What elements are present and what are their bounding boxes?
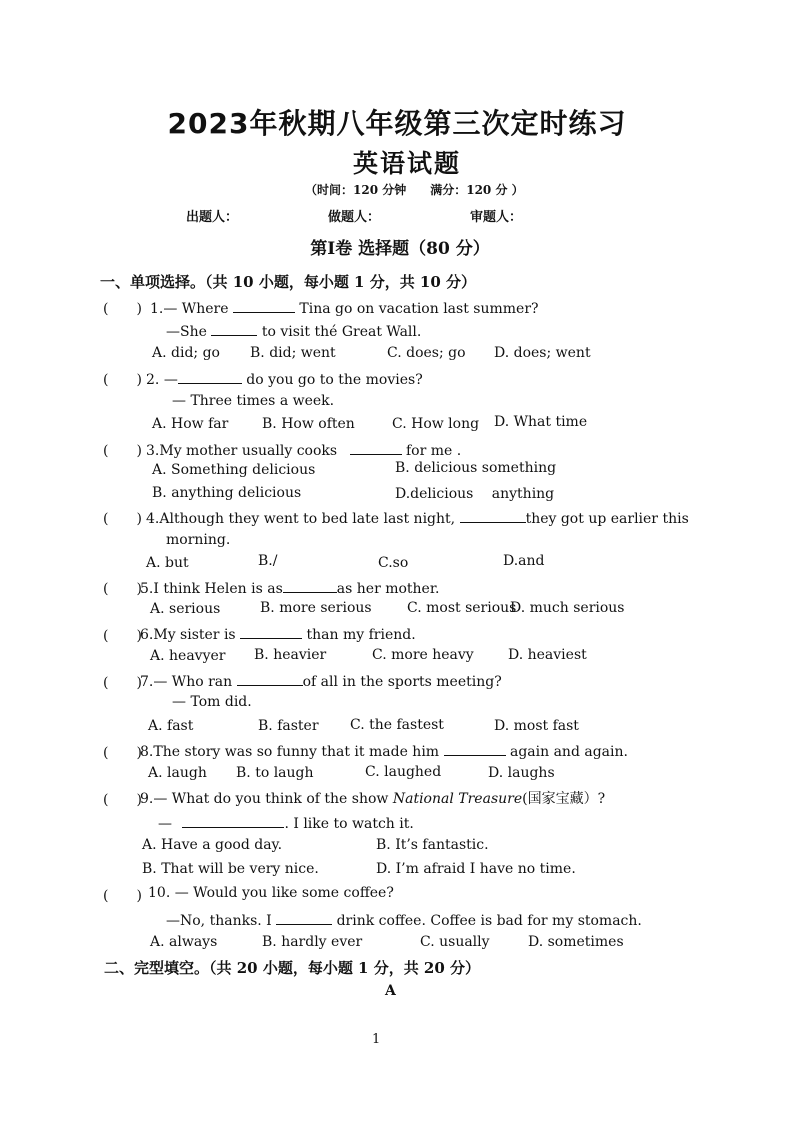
question-text: to visit thé Great Wall. <box>261 324 422 340</box>
question-8 <box>140 741 628 760</box>
question-text: My mother usually cooks <box>159 443 338 459</box>
exam-info: （时间：120 分钟 满分：120 分 ） <box>305 183 524 197</box>
exam-subtitle: 英语试题 <box>352 149 461 178</box>
option-b: B. heavier <box>254 647 327 663</box>
option-d: D. much serious <box>510 600 625 616</box>
question-9-reply <box>158 813 414 832</box>
option-c: C. most serious <box>407 600 517 616</box>
question-text: as her mother. <box>336 581 440 597</box>
option-b: B. It’s fantastic. <box>376 837 489 853</box>
option-d: D. does; went <box>494 345 591 361</box>
option-a: A. serious <box>150 601 221 617</box>
option-b: B. did; went <box>250 345 336 361</box>
option-d: D.and <box>503 553 545 569</box>
question-text: of all in the sports meeting? <box>302 674 502 690</box>
answer-blank <box>178 369 242 384</box>
question-2 <box>146 369 423 388</box>
option-d: D. I’m afraid I have no time. <box>376 861 576 877</box>
question-number: 5. <box>140 581 154 597</box>
question-5 <box>140 578 439 597</box>
question-text: they got up earlier this <box>525 511 689 527</box>
question-number: 9. <box>140 791 154 807</box>
question-text: do you go to the movies? <box>246 372 423 388</box>
option-a: A. Have a good day. <box>142 837 283 853</box>
answer-blank <box>182 813 284 828</box>
setter-label: 出题人： <box>186 210 239 225</box>
option-c: B. anything delicious <box>152 485 302 501</box>
question-text: than my friend. <box>306 627 416 643</box>
question-text: . I like to watch it. <box>284 816 414 832</box>
question-7-reply: — Tom did. <box>172 694 252 710</box>
section-title: 第Ⅰ卷 选择题（80 分） <box>310 239 490 259</box>
question-2-reply: — Three times a week. <box>172 393 335 409</box>
question-number: 2. <box>146 372 160 388</box>
option-c: C. more heavy <box>372 647 474 663</box>
question-text: —She <box>166 324 207 340</box>
question-text: — <box>158 816 172 832</box>
option-d: D. laughs <box>488 765 555 781</box>
reviewer-label: 审题人： <box>470 210 523 225</box>
show-title: National Treasure <box>392 791 523 807</box>
question-6 <box>140 624 416 643</box>
question-text: — Where <box>163 301 229 317</box>
option-a: A. How far <box>152 416 229 432</box>
answer-paren: ( ) <box>103 888 142 904</box>
question-text: —No, thanks. I <box>166 913 272 929</box>
answer-paren: ( ) <box>103 628 142 644</box>
exam-title: 2023年秋期八年级第三次定时练习 <box>167 107 627 140</box>
option-a: A. heavyer <box>150 648 226 664</box>
question-9 <box>140 788 605 808</box>
option-a: A. did; go <box>152 345 220 361</box>
answer-blank <box>240 624 302 639</box>
option-c: C. the fastest <box>350 717 444 733</box>
question-text: drink coffee. Coffee is bad for my stomach. <box>336 913 642 929</box>
answer-paren: ( ) <box>103 511 142 527</box>
question-1 <box>150 298 539 317</box>
option-b: B. to laugh <box>236 765 314 781</box>
question-number: 3. <box>146 443 160 459</box>
question-1-reply <box>166 321 421 340</box>
question-10-reply <box>166 910 642 929</box>
option-c: C. laughed <box>365 764 442 780</box>
answer-blank <box>211 321 257 336</box>
solver-label: 做题人： <box>328 210 381 225</box>
page-number: 1 <box>372 1032 381 1047</box>
option-c: C.so <box>378 555 409 571</box>
passage-label: A <box>385 983 396 999</box>
question-number: 7. <box>140 674 154 690</box>
question-text: The story was so funny that it made him <box>153 744 440 760</box>
option-c: C. does; go <box>387 345 466 361</box>
answer-blank <box>283 578 337 593</box>
option-b: B. delicious something <box>395 460 557 476</box>
option-b: B./ <box>258 553 278 569</box>
question-10 <box>148 885 394 901</box>
question-text: I think Helen is as <box>153 581 283 597</box>
answer-blank <box>460 508 526 523</box>
option-b: B. faster <box>258 718 319 734</box>
option-d: D. sometimes <box>528 934 624 950</box>
option-b: B. How often <box>262 416 355 432</box>
answer-paren: ( ) <box>103 372 142 388</box>
answer-paren: ( ) <box>103 443 142 459</box>
option-c: C. usually <box>420 934 490 950</box>
part1-title: 一、单项选择。（共 10 小题，每小题 1 分，共 10 分） <box>100 273 477 291</box>
question-text: — What do you think of the show <box>153 791 393 807</box>
question-text: — Would you like some coffee? <box>174 885 394 901</box>
question-number: 6. <box>140 627 154 643</box>
option-d: D. most fast <box>494 718 579 734</box>
answer-paren: ( ) <box>103 675 142 691</box>
answer-blank <box>444 741 506 756</box>
answer-blank <box>350 440 402 455</box>
question-text: Tina go on vacation last summer? <box>299 301 539 317</box>
answer-paren: ( ) <box>103 581 142 597</box>
question-text: (国家宝藏）? <box>522 791 606 807</box>
option-a: A. fast <box>148 718 194 734</box>
question-text: Although they went to bed late last night, <box>159 511 456 527</box>
option-a: A. always <box>150 934 218 950</box>
question-text: again and again. <box>509 744 628 760</box>
question-3 <box>146 440 461 459</box>
option-d: D. What time <box>494 414 588 430</box>
answer-blank <box>276 910 332 925</box>
question-number: 10. <box>148 885 171 901</box>
option-c: B. That will be very nice. <box>142 861 319 877</box>
question-text: for me . <box>405 443 462 459</box>
option-a: A. but <box>146 555 189 571</box>
option-d: D.delicious anything <box>395 486 555 502</box>
option-d: D. heaviest <box>508 647 587 663</box>
answer-blank <box>237 671 303 686</box>
answer-paren: ( ) <box>103 301 142 317</box>
question-text: — Who ran <box>153 674 233 690</box>
answer-paren: ( ) <box>103 745 142 761</box>
answer-blank <box>233 298 295 313</box>
part2-title: 二、完型填空。（共 20 小题，每小题 1 分，共 20 分） <box>104 959 481 977</box>
question-number: 1. <box>150 301 164 317</box>
option-c: C. How long <box>392 416 480 432</box>
question-number: 8. <box>140 744 154 760</box>
question-text: — <box>163 372 178 388</box>
question-7 <box>140 671 502 690</box>
option-a: A. Something delicious <box>152 462 316 478</box>
answer-paren: ( ) <box>103 792 142 808</box>
question-number: 4. <box>146 511 160 527</box>
question-text: My sister is <box>153 627 236 643</box>
option-b: B. hardly ever <box>262 934 363 950</box>
option-a: A. laugh <box>148 765 207 781</box>
question-4 <box>146 508 689 527</box>
question-4-cont: morning. <box>166 532 231 548</box>
option-b: B. more serious <box>260 600 372 616</box>
